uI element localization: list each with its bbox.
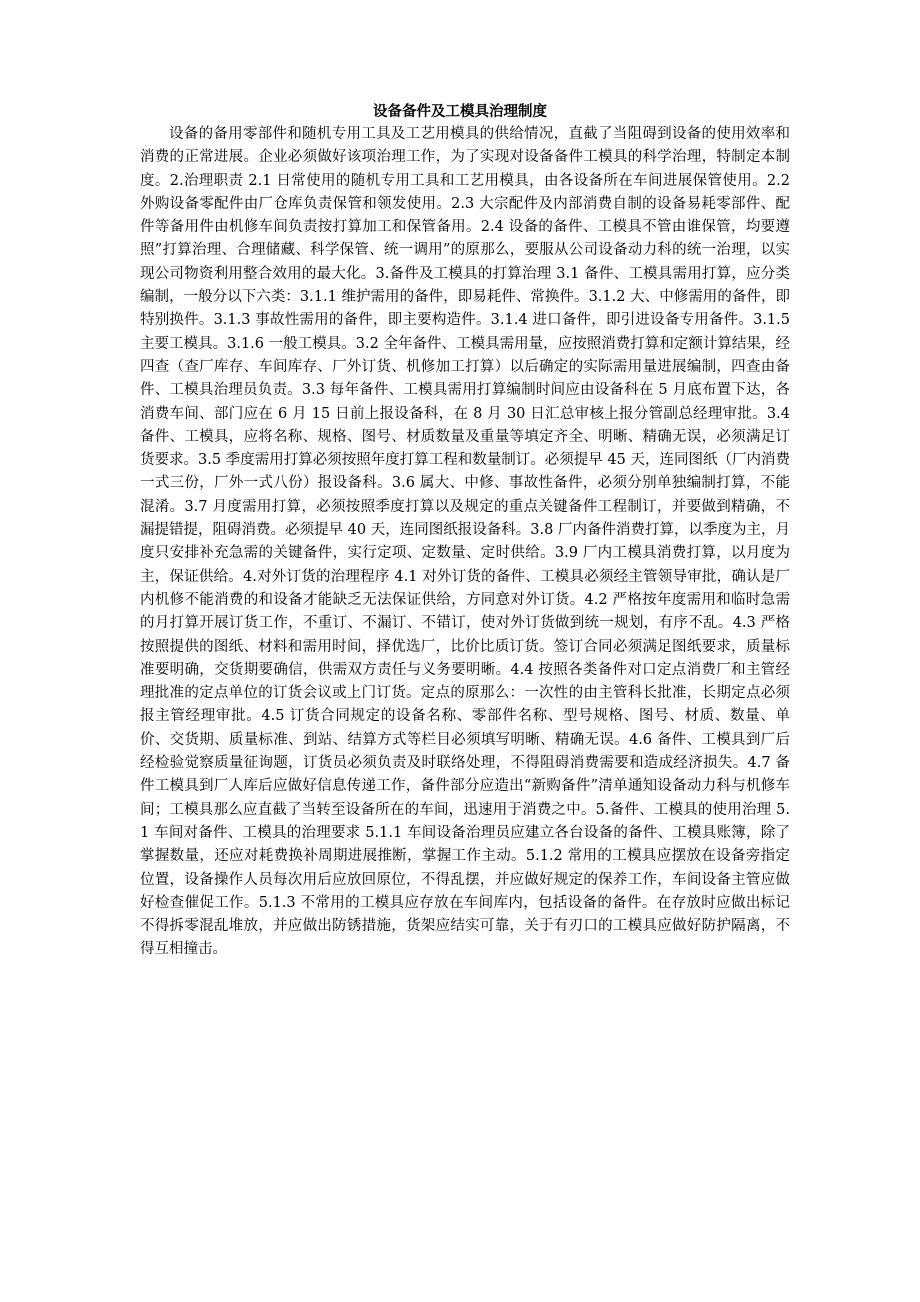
document-title: 设备备件及工模具治理制度: [373, 103, 547, 120]
document-body-paragraph: 设备的备用零部件和随机专用工具及工艺用模具的供给情况，直截了当阻碍到设备的使用效率和消费的正常进展。企业必须做好该项治理工作，为了实现对设备备件工模具的科学治理，特制定本制度。2.治理职责 2.1 日常使用的随机专用工具和工艺用模具，由各设备所在车间进展保管使用。2.2 外购设备零配件由厂仓库负责保管和领发使用。2.3 大宗配件及内部消费自制的设备易耗零部件、配件等备用件由机修车间负责按打算加工和保管备用。2.4 设备的备件、工模具不管由谁保管，均要遵照”打算治理、合理储藏、科学保管、统一调用”的原那么，要服从公司设备动力科的统一治理，以实现公司物资利用整合效用的最大化。3.备件及工模具的打算治理 3.1 备件、工模具需用打算，应分类编制，一般分以下六类：3.1.1 维护需用的备件，即易耗件、常换件。3.1.2 大、中修需用的备件，即特别换件。3.1.3 事故性需用的备件，即主要构造件。3.1.4 进口备件，即引进设备专用备件。3.1.5 主要工模具。3.1.6 一般工模具。3.2 全年备件、工模具需用量，应按照消费打算和定额计算结果，经四查（查厂库存、车间库存、厂外订货、机修加工打算）以后确定的实际需用量进展编制，四查由备件、工模具治理员负责。3.3 每年备件、工模具需用打算编制时间应由设备科在 5 月底布置下达，各消费车间、部门应在 6 月 15 日前上报设备科，在 8 月 30 日汇总审核上报分管副总经理审批。3.4 备件、工模具，应将名称、规格、图号、材质数量及重量等填定齐全、明晰、精确无误，必须满足订货要求。3.5 季度需用打算必须按照年度打算工程和数量制订。必须提早 45 天，连同图纸（厂内消费一式三份，厂外一式八份）报设备科。3.6 属大、中修、事故性备件，必须分别单独编制打算，不能混淆。3.7 月度需用打算，必须按照季度打算以及规定的重点关键备件工程制订，并要做到精确，不漏提错提，阻碍消费。必须提早 40 天，连同图纸报设备科。3.8 厂内备件消费打算，以季度为主，月度只安排补充急需的关键备件，实行定项、定数量、定时供给。3.9 厂内工模具消费打算，以月度为主，保证供给。4.对外订货的治理程序 4.1 对外订货的备件、工模具必须经主管领导审批，确认是厂内机修不能消费的和设备才能缺乏无法保证供给，方同意对外订货。4.2 严格按年度需用和临时急需的月打算开展订货工作，不重订、不漏订、不错订，使对外订货做到统一规划，有序不乱。4.3 严格按照提供的图纸、材料和需用时间，择优选厂，比价比质订货。签订合同必须满足图纸要求，质量标准要明确，交货期要确信，供需双方责任与义务要明晰。4.4 按照各类备件对口定点消费厂和主管经理批准的定点单位的订货会议或上门订货。定点的原那么：一次性的由主管科长批准，长期定点必须报主管经理审批。4.5 订货合同规定的设备名称、零部件名称、型号规格、图号、材质、数量、单价、交货期、质量标准、到站、结算方式等栏目必须填写明晰、精确无误。4.6 备件、工模具到厂后经检验觉察质量征询题，订货员必须负责及时联络处理，不得阻碍消费需要和造成经济损失。4.7 备件工模具到厂人库后应做好信息传递工作，备件部分应造出“新购备件”清单通知设备动力科与机修车间；工模具那么应直截了当转至设备所在的车间，迅速用于消费之中。5.备件、工模具的使用治理 5.1 车间对备件、工模具的治理要求 5.1.1 车间设备治理员应建立各台设备的备件、工模具账簿，除了掌握数量，还应对耗费换补周期进展推断，掌握工作主动。5.1.2 常用的工模具应摆放在设备旁指定位置，设备操作人员每次用后应放回原位，不得乱摆，并应做好规定的保养工作，车间设备主管应做好检查催促工作。5.1.3 不常用的工模具应存放在车间库内，包括设备的备件。在存放时应做出标记不得拆零混乱堆放，并应做出防锈措施，货架应结实可靠，关于有刃口的工模具应做好防护隔离，不得互相撞击。: [140, 126, 790, 958]
